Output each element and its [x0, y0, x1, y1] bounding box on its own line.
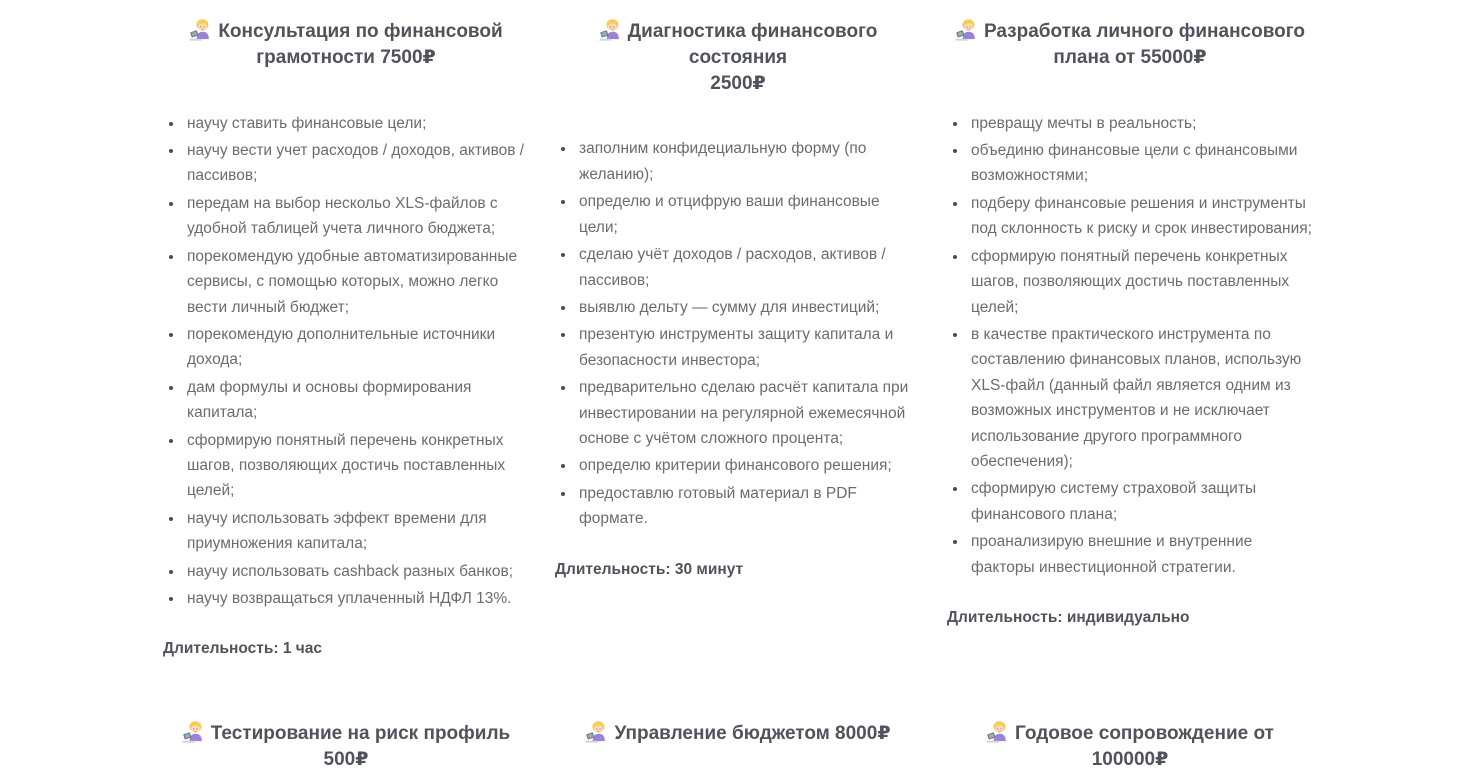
service-title-text: Управление бюджетом 8000₽ — [614, 723, 891, 745]
duration-text: Длительность: 1 час — [163, 640, 323, 658]
list-item: • презентую инструменты защиту капитала и безопасности инвестора; — [576, 322, 921, 373]
service-card-annual-support — [947, 720, 1313, 773]
duration-text: Длительность: 30 минут — [555, 560, 744, 578]
list-item: • выявлю дельту — сумму для инвестиций; — [576, 295, 921, 320]
service-title-line2: грамотности 7500₽ — [256, 46, 436, 68]
list-item: • сделаю учёт доходов / расходов, активов / пассивов; — [576, 242, 921, 293]
list-item: • в качестве практического инструмента по составлению финансовых планов, использую XLS-файл (данный файл является одним из возможных инструментов и не исключает использование другого программного обеспечения); — [968, 322, 1313, 474]
service-card-personal-plan — [947, 18, 1313, 660]
service-card-budget-management — [555, 720, 921, 773]
service-title-line2: 2500₽ — [710, 72, 766, 94]
woman-technologist-icon — [986, 720, 1009, 743]
woman-technologist-icon — [599, 18, 622, 41]
service-title — [947, 18, 1313, 71]
list-item: • научу вести учет расходов / доходов, активов / пассивов; — [184, 138, 529, 189]
duration-text: Длительность: индивидуально — [947, 608, 1190, 626]
list-item: • сформирую понятный перечень конкретных шагов, позволяющих достичь поставленных целей; — [968, 244, 1313, 320]
list-item: • научу возвращаться уплаченный НДФЛ 13%. — [184, 586, 529, 611]
list-item: • определю критерии финансового решения; — [576, 453, 921, 478]
list-item: • дам формулы и основы формирования капитала; — [184, 375, 529, 426]
service-title-line1: Консультация по финансовой — [218, 21, 503, 42]
list-item: • предварительно сделаю расчёт капитала при инвестировании на регулярной ежемесячной основе с учётом сложного процента; — [576, 375, 921, 451]
services-grid — [163, 0, 1313, 773]
list-item: • сформирую систему страховой защиты финансового плана; — [968, 476, 1313, 527]
woman-technologist-icon — [585, 720, 608, 743]
service-title — [555, 18, 921, 96]
list-item: • порекомендую удобные автоматизированные сервисы, с помощью которых, можно легко вести личный бюджет; — [184, 244, 529, 320]
service-card-diagnostics — [555, 18, 921, 660]
list-item: • предоставлю готовый материал в PDF формате. — [576, 481, 921, 532]
service-title — [947, 720, 1313, 773]
list-item: • определю и отцифрую ваши финансовые цели; — [576, 189, 921, 240]
service-features-list — [555, 136, 921, 531]
service-title — [163, 720, 529, 773]
service-title-text: Годовое сопровождение от 100000₽ — [1015, 723, 1274, 770]
woman-technologist-icon — [189, 18, 212, 41]
woman-technologist-icon — [182, 720, 205, 743]
list-item: • порекомендую дополнительные источники дохода; — [184, 322, 529, 373]
list-item: • превращу мечты в реальность; — [968, 111, 1313, 136]
service-features-list — [947, 111, 1313, 580]
service-card-risk-test — [163, 720, 529, 773]
service-title — [163, 18, 529, 71]
service-features-list — [163, 111, 529, 612]
service-title-text: Тестирование на риск профиль 500₽ — [210, 723, 511, 770]
list-item: • научу ставить финансовые цели; — [184, 111, 529, 136]
service-title-line1: Разработка личного финансового — [983, 21, 1306, 42]
list-item: • научу использовать эффект времени для приумножения капитала; — [184, 506, 529, 557]
woman-technologist-icon — [955, 18, 978, 41]
list-item: • заполним конфидециальную форму (по желанию); — [576, 136, 921, 187]
service-title — [555, 720, 921, 747]
list-item: • научу использовать cashback разных банков; — [184, 559, 529, 584]
list-item: • передам на выбор нескольо XLS-файлов с удобной таблицей учета личного бюджета; — [184, 191, 529, 242]
service-card-consulting — [163, 18, 529, 660]
service-title-line1: Диагностика финансового состояния — [627, 21, 878, 68]
list-item: • проанализирую внешние и внутренние факторы инвестиционной стратегии. — [968, 529, 1313, 580]
list-item: • сформирую понятный перечень конкретных шагов, позволяющих достичь поставленных целей; — [184, 428, 529, 504]
service-title-line2: плана от 55000₽ — [1053, 46, 1207, 68]
list-item: • объединю финансовые цели с финансовыми возможностями; — [968, 138, 1313, 189]
list-item: • подберу финансовые решения и инструменты под склонность к риску и срок инвестирования; — [968, 191, 1313, 242]
